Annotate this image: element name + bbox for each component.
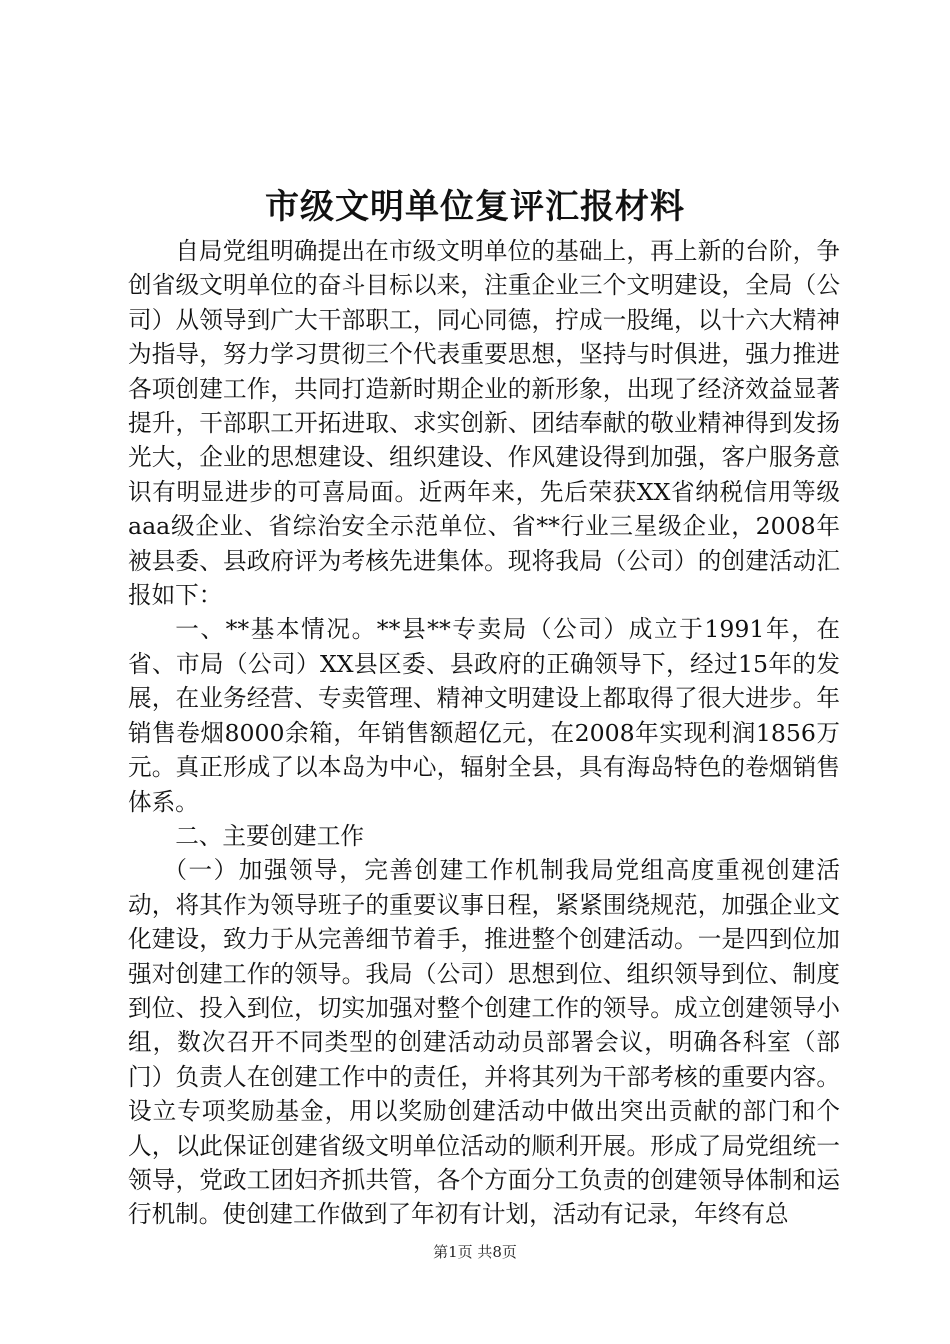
subsection-leadership-paragraph: （一）加强领导，完善创建工作机制我局党组高度重视创建活动，将其作为领导班子的重要议事日程，紧紧围绕规范，加强企业文化建设，致力于从完善细节着手，推进整个创建活动。一是四到位加强对创建工作的领导。我局（公司）思想到位、组织领导到位、制度到位、投入到位，切实加强对整个创建工作的领导。成立创建领导小组，数次召开不同类型的创建活动动员部署会议，明确各科室（部门）负责人在创建工作中的责任，并将其列为干部考核的重要内容。设立专项奖励基金，用以奖励创建活动中做出突出贡献的部门和个人，以此保证创建省级文明单位活动的顺利开展。形成了局党组统一领导，党政工团妇齐抓共管，各个方面分工负责的创建领导体制和运行机制。使创建工作做到了年初有计划，活动有记录，年终有总 [128,856,840,1229]
section-basic-info-paragraph: 一、**基本情况。**县**专卖局（公司）成立于1991年，在省、市局（公司）XX县区委、县政府的正确领导下，经过15年的发展，在业务经营、专卖管理、精神文明建设上都取得了很大进步。年销售卷烟8000余箱，年销售额超亿元，在2008年实现利润1856万元。真正形成了以本岛为中心，辐射全县，具有海岛特色的卷烟销售体系。 [128,615,840,816]
intro-paragraph: 自局党组明确提出在市级文明单位的基础上，再上新的台阶，争创省级文明单位的奋斗目标以来，注重企业三个文明建设，全局（公司）从领导到广大干部职工，同心同德，拧成一股绳，以十六大精神为指导，努力学习贯彻三个代表重要思想，坚持与时俱进，强力推进各项创建工作，共同打造新时期企业的新形象，出现了经济效益显著提升，干部职工开拓进取、求实创新、团结奉献的敬业精神得到发扬光大，企业的思想建设、组织建设、作风建设得到加强，客户服务意识有明显进步的可喜局面。近两年来，先后荣获XX省纳税信用等级aaa级企业、省综治安全示范单位、省**行业三星级企业，2008年被县委、县政府评为考核先进集体。现将我局（公司）的创建活动汇报如下： [128,237,840,610]
document-body [128,234,840,1232]
section-main-work-heading: 二、主要创建工作 [175,821,364,850]
page-footer: 第1页 共8页 [433,1243,517,1261]
document-title: 市级文明单位复评汇报材料 [265,187,685,227]
